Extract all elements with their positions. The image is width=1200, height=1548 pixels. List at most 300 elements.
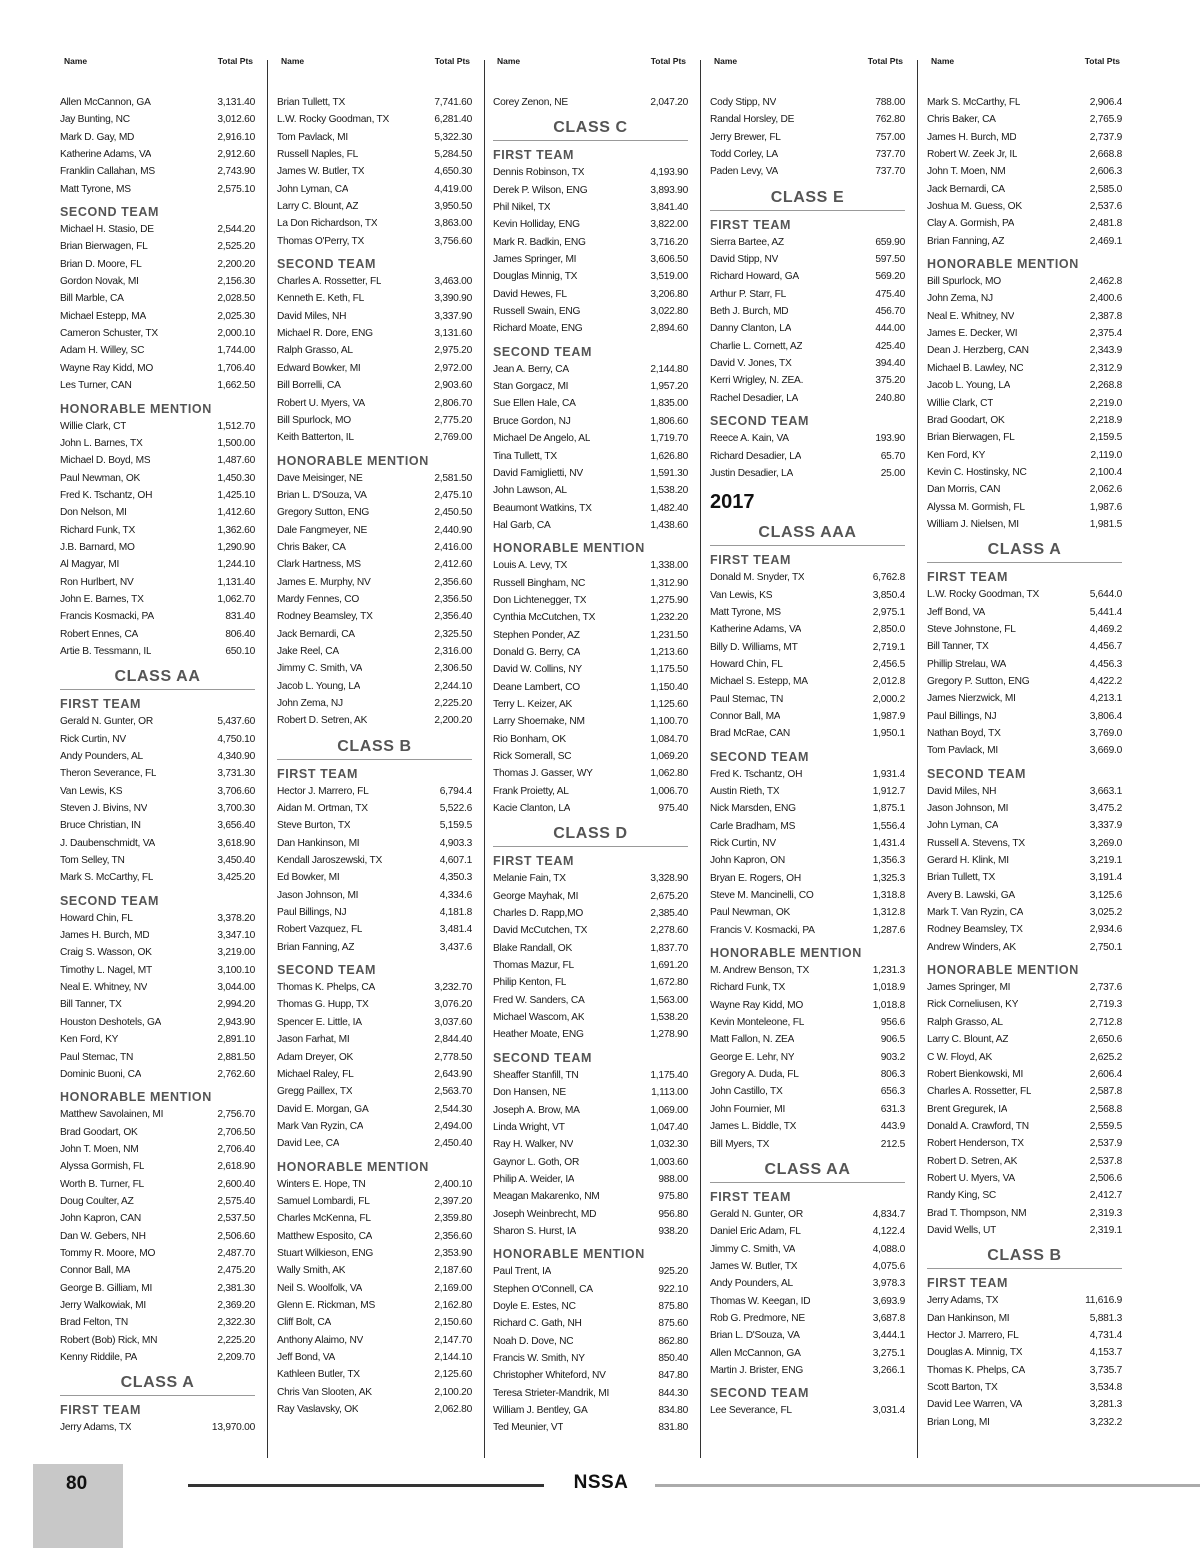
column-divider: [484, 60, 485, 1458]
total-points: 659.90: [875, 236, 905, 248]
result-row: [277, 712, 472, 729]
result-row: [710, 1049, 905, 1066]
result-row: [927, 181, 1122, 198]
total-points: 2,159.5: [1089, 432, 1122, 444]
total-points: 2,278.60: [650, 925, 688, 937]
shooter-name: J.B. Barnard, MO: [60, 541, 135, 553]
result-row: [710, 234, 905, 251]
result-row: [927, 360, 1122, 377]
total-points: 762.80: [875, 114, 905, 126]
shooter-name: Robert (Bob) Rick, MN: [60, 1334, 158, 1346]
shooter-name: Steve Burton, TX: [277, 820, 351, 832]
result-row: [277, 146, 472, 163]
class-heading: CLASS E: [710, 185, 905, 211]
result-row: [277, 470, 472, 487]
shooter-name: Hal Garb, CA: [493, 519, 551, 531]
shooter-name: Thomas G. Hupp, TX: [277, 999, 369, 1011]
total-points: 656.3: [880, 1086, 905, 1098]
shooter-name: Sue Ellen Hale, CA: [493, 398, 576, 410]
shooter-name: L.W. Rocky Goodman, TX: [277, 114, 390, 126]
total-points: 5,644.0: [1089, 589, 1122, 601]
shooter-name: Tom Pavlack, MI: [277, 131, 348, 143]
shooter-name: Thomas Mazur, FL: [493, 960, 574, 972]
total-points: 2,412.7: [1089, 1190, 1122, 1202]
result-row: [277, 1245, 472, 1262]
total-points: 3,219.00: [217, 947, 255, 959]
result-row: [927, 1379, 1122, 1396]
total-points: 2,706.50: [217, 1126, 255, 1138]
total-points: 1,425.10: [217, 489, 255, 501]
total-points: 737.70: [875, 149, 905, 161]
total-points: 3,656.40: [217, 820, 255, 832]
shooter-name: Brian Long, MI: [927, 1416, 990, 1428]
total-points: 7,741.60: [434, 97, 472, 108]
shooter-name: Brian D. Moore, FL: [60, 258, 142, 270]
result-row: [927, 742, 1122, 759]
total-points: 956.6: [880, 1017, 905, 1029]
result-row: [710, 286, 905, 303]
result-row: [493, 517, 688, 534]
total-points: 3,735.7: [1089, 1364, 1122, 1376]
shooter-name: Craig S. Wasson, OK: [60, 947, 152, 959]
shooter-name: Michael Raley, FL: [277, 1068, 354, 1080]
result-row: [277, 1280, 472, 1297]
total-points: 2,506.60: [217, 1230, 255, 1242]
shooter-name: Charles McKenna, FL: [277, 1213, 371, 1225]
total-points: 3,534.8: [1089, 1382, 1122, 1393]
shooter-name: Russell Naples, FL: [277, 149, 358, 161]
shooter-name: Kevin Holliday, ENG: [493, 219, 580, 231]
result-row: [60, 765, 255, 782]
total-points: 2,575.10: [217, 183, 255, 195]
result-row: [927, 800, 1122, 817]
total-points: 3,663.1: [1089, 785, 1122, 797]
shooter-name: Paul Newman, OK: [60, 472, 141, 484]
shooter-name: Michael Estepp, MA: [60, 310, 147, 322]
shooter-name: Robert D. Setren, AK: [277, 715, 368, 727]
result-row: [710, 766, 905, 783]
total-points: 3,390.90: [434, 293, 472, 305]
result-row: [710, 390, 905, 407]
team-heading: FIRST TEAM: [710, 1189, 791, 1204]
total-points: 2,125.60: [434, 1369, 472, 1381]
result-row: [493, 361, 688, 378]
total-points: 2,047.20: [650, 97, 688, 108]
result-row: [710, 1066, 905, 1083]
shooter-name: Richard Funk, TX: [60, 524, 136, 536]
shooter-name: Matt Fallon, N. ZEA: [710, 1034, 795, 1046]
result-row: [493, 800, 688, 817]
column-header: [60, 56, 255, 94]
shooter-name: Willie Clark, CT: [60, 420, 127, 432]
total-points: 3,756.60: [434, 235, 472, 247]
result-row: [493, 557, 688, 574]
total-points: 5,522.6: [439, 803, 472, 815]
total-points: 3,606.50: [650, 254, 688, 266]
shooter-name: Christopher Whiteford, NV: [493, 1370, 606, 1382]
result-row: [60, 1210, 255, 1227]
result-row: [927, 516, 1122, 533]
result-row: [60, 608, 255, 625]
result-row: [493, 1333, 688, 1350]
shooter-name: Tommy R. Moore, MO: [60, 1247, 156, 1259]
shooter-name: Bill Tanner, TX: [927, 641, 989, 653]
total-points: 3,863.00: [434, 218, 472, 230]
total-points: 1,338.00: [650, 560, 688, 572]
total-points: 6,794.4: [439, 785, 472, 797]
total-points: 737.70: [875, 166, 905, 178]
result-row: [60, 835, 255, 852]
shooter-name: Brad McRae, CAN: [710, 728, 791, 740]
total-points: 2,397.20: [434, 1195, 472, 1207]
shooter-name: La Don Richardson, TX: [277, 218, 378, 230]
shooter-name: Dominic Buoni, CA: [60, 1068, 142, 1080]
result-row: [277, 1314, 472, 1331]
shooter-name: Brent Gregurek, IA: [927, 1103, 1008, 1115]
shooter-name: Joshua M. Guess, OK: [927, 201, 1022, 213]
total-points: 3,206.80: [650, 288, 688, 300]
shooter-name: Teresa Strieter-Mandrik, MI: [493, 1387, 610, 1399]
result-row: [493, 395, 688, 412]
shooter-name: Dan Morris, CAN: [927, 484, 1001, 496]
team-heading: HONORABLE MENTION: [60, 1090, 212, 1105]
shooter-name: Michael Wascom, AK: [493, 1012, 585, 1024]
total-points: 4,750.10: [217, 733, 255, 745]
result-row: [60, 1280, 255, 1297]
shooter-name: Spencer E. Little, IA: [277, 1016, 362, 1028]
result-row: [710, 870, 905, 887]
team-heading: SECOND TEAM: [277, 963, 376, 978]
total-points: 394.40: [875, 358, 905, 370]
total-points: 2,537.50: [217, 1213, 255, 1225]
shooter-name: Doug Coulter, AZ: [60, 1195, 134, 1207]
total-points: 847.80: [658, 1370, 688, 1382]
total-points: 1,018.8: [872, 999, 905, 1011]
result-row: [493, 940, 688, 957]
total-points: 2,225.20: [217, 1334, 255, 1346]
result-row: [710, 887, 905, 904]
shooter-name: Winters E. Hope, TN: [277, 1178, 366, 1190]
result-row: [493, 696, 688, 713]
result-row: [927, 1414, 1122, 1431]
shooter-name: David Famiglietti, NV: [493, 467, 583, 479]
result-row: [927, 817, 1122, 834]
total-points: 2,150.60: [434, 1317, 472, 1329]
result-row: [60, 1332, 255, 1349]
result-row: [927, 725, 1122, 742]
total-points: 1,487.60: [217, 455, 255, 467]
result-row: [493, 320, 688, 337]
column-2: [277, 56, 472, 1456]
total-points: 1,538.20: [650, 1012, 688, 1024]
total-points: 2,209.70: [217, 1352, 255, 1363]
team-heading: HONORABLE MENTION: [927, 963, 1079, 978]
shooter-name: Ray H. Walker, NV: [493, 1139, 574, 1151]
shooter-name: Donald G. Berry, CA: [493, 646, 581, 658]
shooter-name: James Nierzwick, MI: [927, 693, 1016, 705]
result-row: [60, 962, 255, 979]
shooter-name: Mark S. McCarthy, FL: [927, 97, 1021, 108]
shooter-name: Robert W. Zeek Jr, IL: [927, 149, 1018, 161]
result-row: [60, 817, 255, 834]
shooter-name: Gerard H. Klink, MI: [927, 855, 1009, 867]
result-row: [710, 783, 905, 800]
total-points: 2,319.1: [1089, 1224, 1122, 1236]
total-points: 2,650.6: [1089, 1034, 1122, 1046]
result-row: [277, 626, 472, 643]
result-row: [277, 1401, 472, 1418]
shooter-name: Robert Ennes, CA: [60, 628, 139, 640]
shooter-name: Melanie Fain, TX: [493, 873, 566, 885]
result-row: [493, 1084, 688, 1101]
shooter-name: Jason Farhat, MI: [277, 1034, 350, 1046]
shooter-name: Larry C. Blount, AZ: [927, 1034, 1009, 1046]
total-points: 2,972.00: [434, 362, 472, 374]
result-row: [60, 1066, 255, 1083]
total-points: 2,765.9: [1089, 114, 1122, 126]
shooter-name: Matt Tyrone, MS: [60, 183, 131, 195]
result-row: [60, 290, 255, 307]
result-row: [277, 869, 472, 886]
class-heading: CLASS AAA: [710, 520, 905, 546]
result-row: [493, 234, 688, 251]
result-row: [927, 996, 1122, 1013]
total-points: 2,144.10: [434, 1352, 472, 1363]
total-points: 2,169.00: [434, 1282, 472, 1294]
result-row: [493, 164, 688, 181]
result-row: [60, 221, 255, 238]
total-points: 1,987.6: [1089, 501, 1122, 513]
result-row: [927, 273, 1122, 290]
result-row: [927, 887, 1122, 904]
team-heading: SECOND TEAM: [710, 1386, 809, 1401]
total-points: 3,031.4: [872, 1405, 905, 1417]
shooter-name: David Wells, UT: [927, 1224, 997, 1236]
team-heading: SECOND TEAM: [493, 344, 592, 359]
shooter-name: Don Nelson, MI: [60, 507, 127, 519]
result-row: [493, 870, 688, 887]
shooter-name: Beaumont Watkins, TX: [493, 502, 592, 514]
total-points: 3,806.4: [1089, 710, 1122, 722]
total-points: 4,834.7: [872, 1208, 905, 1220]
shooter-name: Kathleen Butler, TX: [277, 1369, 360, 1381]
result-row: [493, 644, 688, 661]
result-row: [927, 1083, 1122, 1100]
shooter-name: Kenny Riddile, PA: [60, 1352, 138, 1363]
footer-brand: NSSA: [573, 1472, 629, 1493]
total-points: 3,437.6: [439, 941, 472, 953]
total-points: 1,626.80: [650, 450, 688, 462]
team-heading: FIRST TEAM: [927, 1276, 1008, 1291]
shooter-name: Rio Bonham, OK: [493, 733, 566, 745]
result-row: [710, 835, 905, 852]
shooter-name: Donald M. Snyder, TX: [710, 572, 805, 584]
result-row: [493, 182, 688, 199]
result-row: [60, 944, 255, 961]
result-row: [493, 482, 688, 499]
result-row: [277, 1049, 472, 1066]
shooter-name: Robert Bienkowski, MI: [927, 1068, 1024, 1080]
total-points: 2,891.10: [217, 1034, 255, 1046]
result-row: [927, 708, 1122, 725]
result-row: [277, 342, 472, 359]
total-points: 3,618.90: [217, 837, 255, 849]
column-4: [710, 56, 905, 1456]
total-points: 2,322.30: [217, 1317, 255, 1329]
result-row: [493, 500, 688, 517]
total-points: 2,475.20: [217, 1265, 255, 1277]
shooter-name: Deane Lambert, CO: [493, 681, 580, 693]
shooter-name: Meagan Makarenko, NM: [493, 1191, 600, 1203]
name-header: Name: [714, 56, 738, 66]
result-row: [277, 163, 472, 180]
result-row: [60, 1245, 255, 1262]
shooter-name: William J. Nielsen, MI: [927, 518, 1019, 530]
shooter-name: David W. Collins, NY: [493, 664, 582, 676]
result-row: [493, 1367, 688, 1384]
class-heading: CLASS D: [493, 821, 688, 847]
total-points: 4,650.30: [434, 166, 472, 178]
shooter-name: Samuel Lombardi, FL: [277, 1195, 370, 1207]
shooter-name: Theron Severance, FL: [60, 768, 157, 780]
total-points: 906.5: [880, 1034, 905, 1046]
total-points: 4,422.2: [1089, 675, 1122, 687]
shooter-name: George E. Lehr, NY: [710, 1051, 795, 1063]
shooter-name: John Fournier, MI: [710, 1103, 786, 1115]
total-points: 212.5: [880, 1138, 905, 1150]
result-row: [927, 481, 1122, 498]
result-row: [927, 198, 1122, 215]
result-row: [277, 1031, 472, 1048]
total-points: 2,462.8: [1089, 276, 1122, 288]
total-points: 3,191.4: [1089, 872, 1122, 884]
total-points: 631.3: [880, 1103, 905, 1115]
total-points: 3,281.3: [1089, 1399, 1122, 1411]
total-points: 4,122.4: [872, 1226, 905, 1238]
total-points: 3,841.40: [650, 202, 688, 214]
result-row: [927, 1187, 1122, 1204]
shooter-name: David McCutchen, TX: [493, 925, 588, 937]
result-row: [277, 979, 472, 996]
shooter-name: Steve M. Mancinelli, CO: [710, 890, 814, 902]
result-row: [927, 690, 1122, 707]
shooter-name: David Miles, NH: [277, 310, 347, 322]
result-row: [493, 1188, 688, 1205]
class-heading: CLASS B: [277, 734, 472, 760]
total-points: 2,000.2: [872, 693, 905, 705]
result-row: [493, 974, 688, 991]
total-points: 1,318.8: [872, 890, 905, 902]
team-heading: FIRST TEAM: [710, 217, 791, 232]
shooter-name: Richard Howard, GA: [710, 271, 799, 283]
total-points: 875.80: [658, 1300, 688, 1312]
shooter-name: Ron Hurlbert, NV: [60, 576, 134, 588]
shooter-name: Wally Smith, AK: [277, 1265, 346, 1277]
total-points: 4,213.1: [1089, 693, 1122, 705]
shooter-name: Todd Corley, LA: [710, 149, 778, 161]
total-points: 1,084.70: [650, 733, 688, 745]
result-row: [710, 639, 905, 656]
shooter-name: Al Magyar, MI: [60, 559, 120, 571]
column-header: [277, 56, 472, 94]
shooter-name: Ken Ford, KY: [927, 449, 986, 461]
total-points: 2,456.5: [872, 658, 905, 670]
shooter-name: James W. Butler, TX: [277, 166, 365, 178]
year-heading: 2017: [710, 491, 755, 514]
class-heading: CLASS A: [60, 1370, 255, 1396]
result-row: [710, 1327, 905, 1344]
result-row: [60, 910, 255, 927]
result-row: [60, 377, 255, 394]
team-heading: SECOND TEAM: [493, 1050, 592, 1065]
result-row: [60, 1176, 255, 1193]
result-row: [493, 1315, 688, 1332]
shooter-name: Richard Moate, ENG: [493, 323, 583, 335]
shooter-name: Ralph Grasso, AL: [277, 345, 353, 357]
shooter-name: Gordon Novak, MI: [60, 276, 139, 288]
total-points: 2,028.50: [217, 293, 255, 305]
shooter-name: Mark T. Van Ryzin, CA: [927, 907, 1024, 919]
result-row: [60, 256, 255, 273]
shooter-name: Stephen Ponder, AZ: [493, 629, 580, 641]
shooter-name: Clark Hartness, MS: [277, 559, 361, 571]
result-row: [927, 447, 1122, 464]
shooter-name: John Castillo, TX: [710, 1086, 783, 1098]
shooter-name: Rodney Beamsley, TX: [927, 924, 1023, 936]
shooter-name: James Springer, MI: [493, 254, 577, 266]
total-points: 569.20: [875, 271, 905, 283]
total-points: 3,706.60: [217, 785, 255, 797]
shooter-name: Randal Horsley, DE: [710, 114, 795, 126]
result-row: [710, 725, 905, 742]
total-points: 1,150.40: [650, 681, 688, 693]
shooter-name: John E. Barnes, TX: [60, 593, 144, 605]
shooter-name: John L. Barnes, TX: [60, 437, 143, 449]
total-points: 2,581.50: [434, 472, 472, 484]
shooter-name: Jay Bunting, NC: [60, 114, 130, 126]
shooter-name: Mardy Fennes, CO: [277, 593, 360, 605]
shooter-name: George B. Gilliam, MI: [60, 1282, 153, 1294]
shooter-name: Danny Clanton, LA: [710, 323, 792, 335]
total-points: 1,018.9: [872, 982, 905, 994]
shooter-name: Dave Meisinger, NE: [277, 472, 363, 484]
result-row: [710, 1310, 905, 1327]
result-row: [493, 303, 688, 320]
shooter-name: Andrew Winders, AK: [927, 941, 1016, 953]
shooter-name: Noah D. Dove, NC: [493, 1335, 574, 1347]
shooter-name: Andy Pounders, AL: [60, 751, 143, 762]
shooter-name: Brian Tullett, TX: [277, 97, 346, 108]
shooter-name: Thomas K. Phelps, CA: [277, 982, 376, 994]
result-row: [493, 888, 688, 905]
result-row: [493, 1298, 688, 1315]
result-row: [277, 522, 472, 539]
result-row: [927, 904, 1122, 921]
result-row: [710, 962, 905, 979]
shooter-name: Bill Spurlock, MO: [277, 414, 351, 426]
total-points: 1,931.4: [872, 768, 905, 780]
shooter-name: Mark D. Gay, MD: [60, 131, 135, 143]
result-row: [710, 904, 905, 921]
result-row: [60, 1158, 255, 1175]
total-points: 1,069.00: [650, 1104, 688, 1116]
result-row: [710, 1258, 905, 1275]
team-heading: SECOND TEAM: [710, 749, 809, 764]
total-points: 1,232.20: [650, 612, 688, 624]
shooter-name: J. Daubenschmidt, VA: [60, 837, 156, 849]
total-points: 1,744.00: [217, 345, 255, 357]
total-points: 13,970.00: [211, 1422, 255, 1434]
